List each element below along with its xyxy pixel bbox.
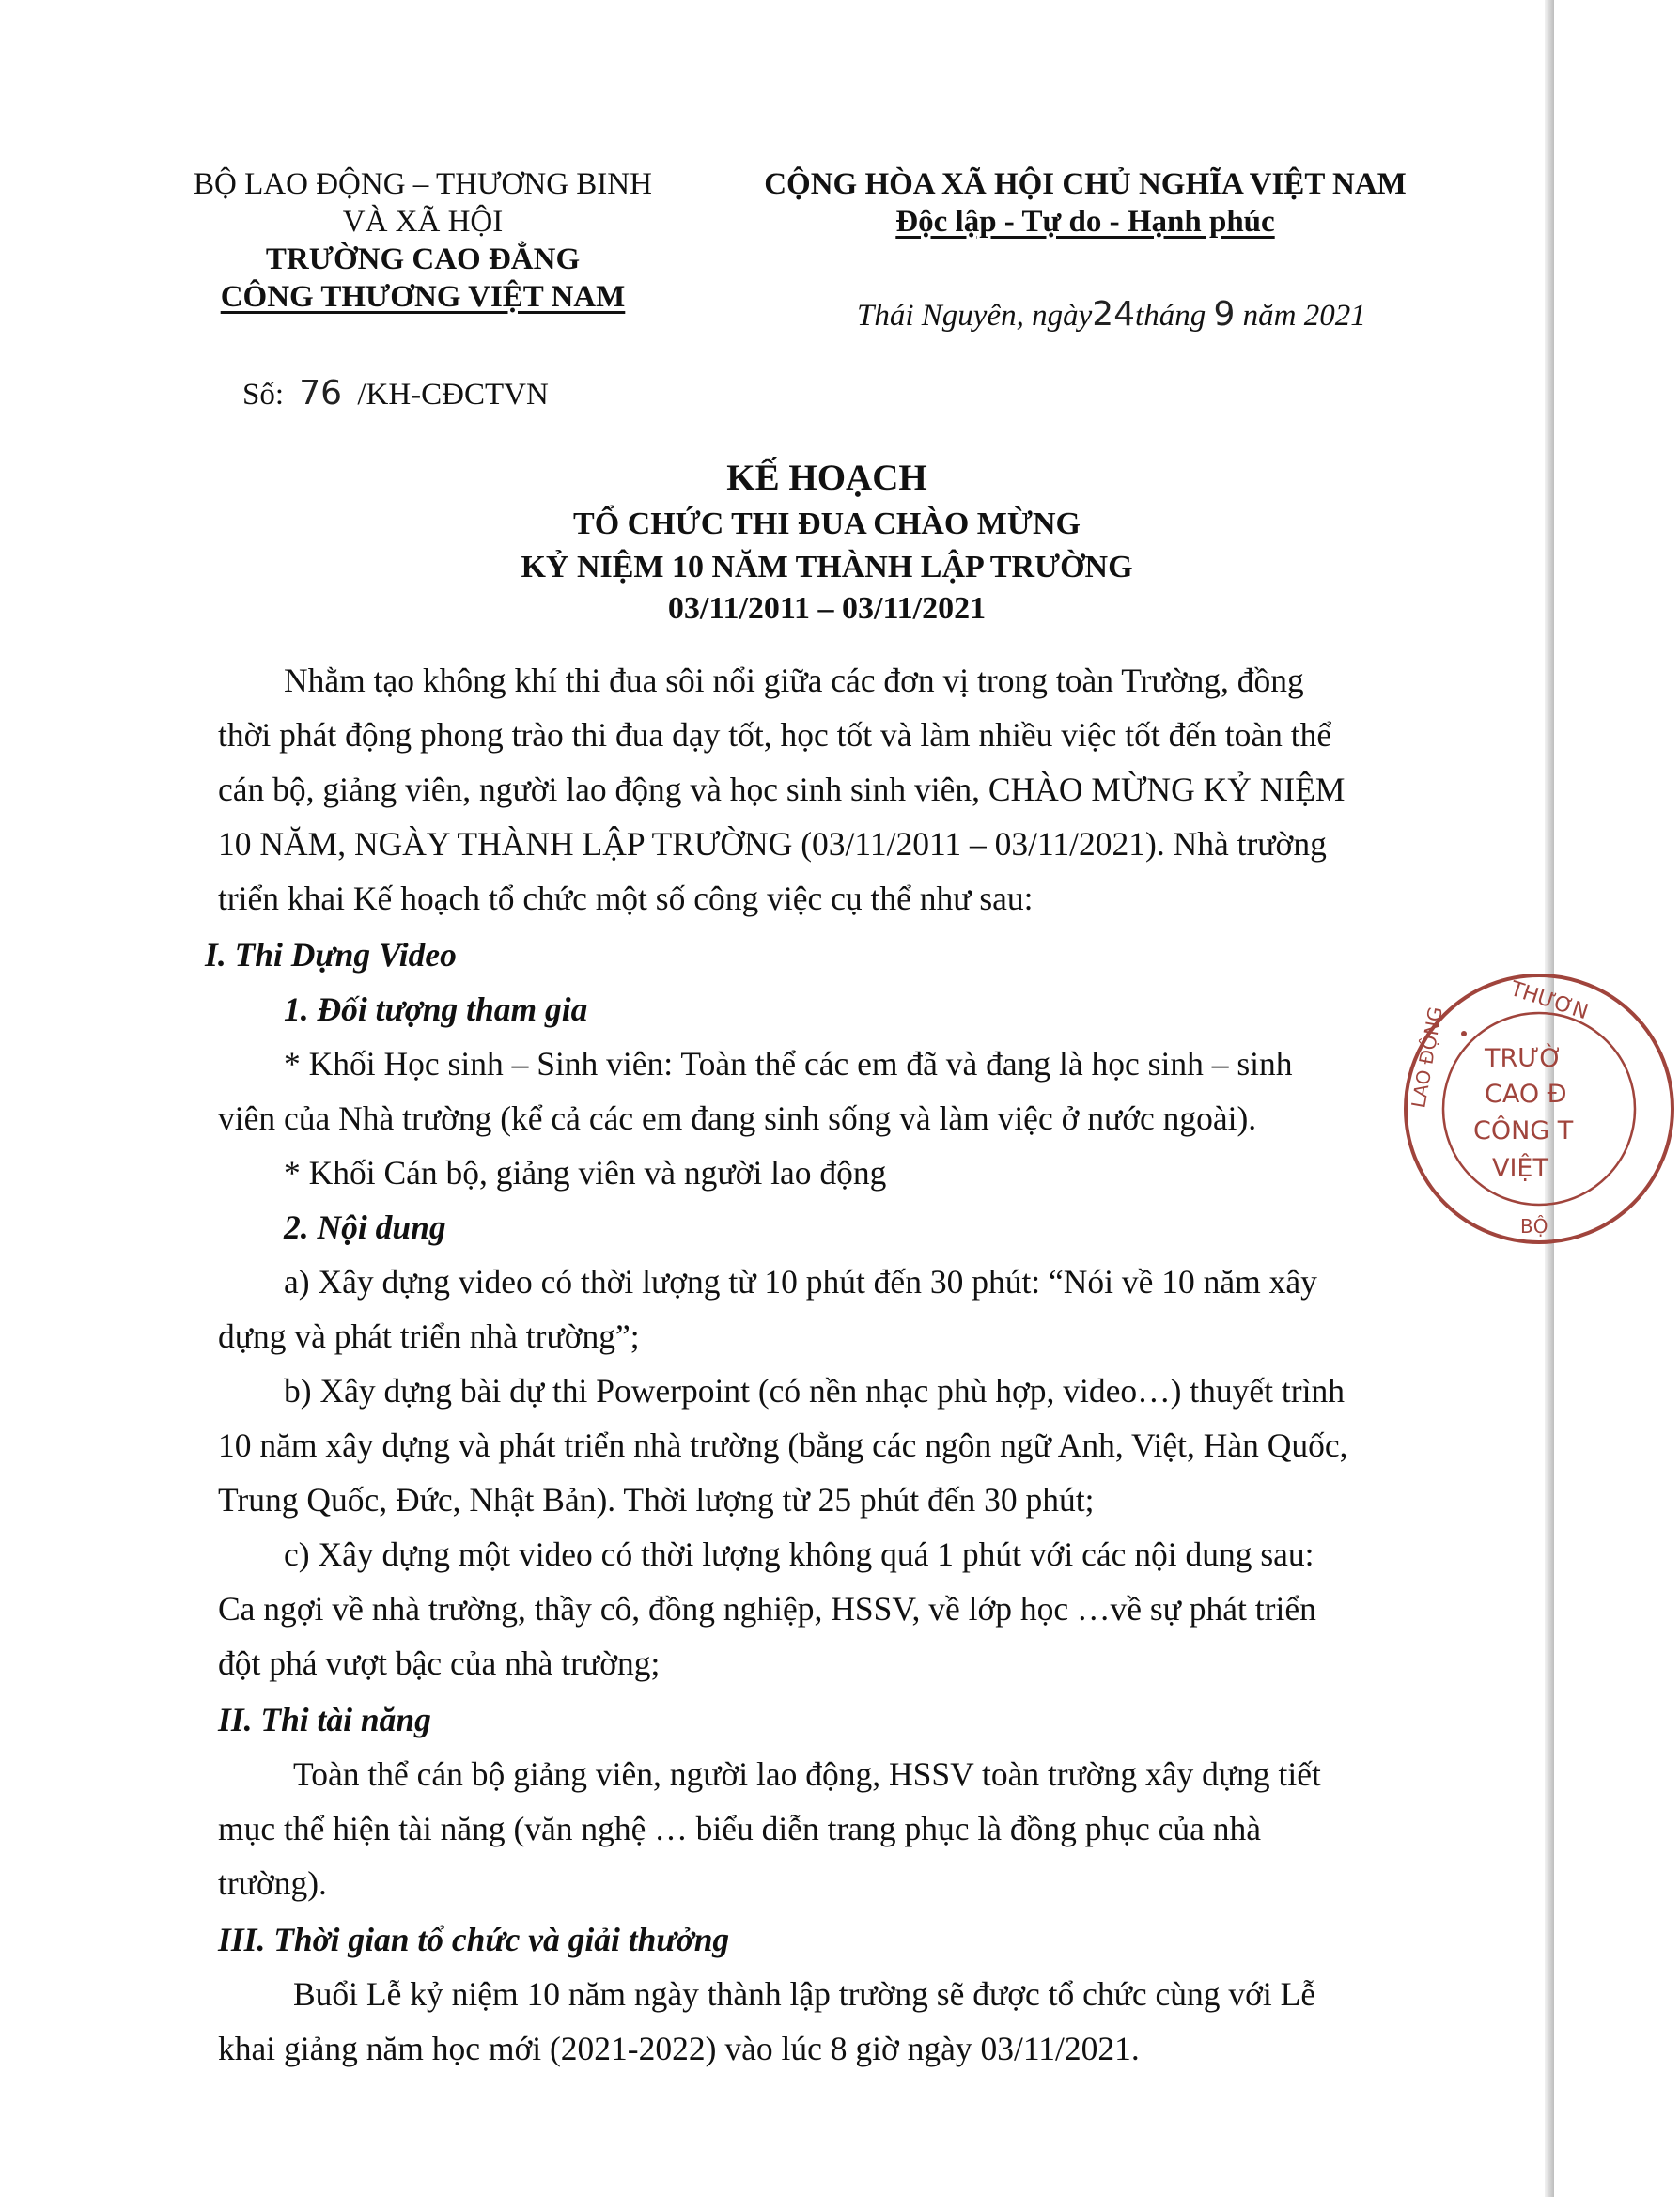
place-date [857, 295, 1366, 334]
section1-sub1: 1. Đối tượng tham gia [284, 990, 588, 1028]
section2-heading: II. Thi tài năng [218, 1701, 431, 1738]
seal-inner-line4: VIỆT [1492, 1154, 1548, 1183]
section3-line1: Buổi Lễ kỷ niệm 10 năm ngày thành lập trường sẽ được tổ chức cùng với Lễ [293, 1975, 1316, 2013]
place-date-prefix: Thái Nguyên, ngày [857, 299, 1093, 333]
title-line2: TỔ CHỨC THI ĐUA CHÀO MỪNG [573, 506, 1081, 541]
section3-heading: III. Thời gian tổ chức và giải thưởng [218, 1921, 730, 1958]
handwritten-day: 24 [1092, 295, 1136, 334]
section1-a-line2: dựng và phát triển nhà trường”; [218, 1317, 640, 1355]
doc-no-label: Số: [242, 378, 285, 412]
intro-line4: 10 NĂM, NGÀY THÀNH LẬP TRƯỜNG (03/11/2011 – 03/11/2021). Nhà trường [218, 825, 1327, 863]
doc-code: /KH-CĐCTVN [357, 378, 549, 412]
motto: Độc lập - Tự do - Hạnh phúc [895, 205, 1275, 239]
intro-line2: thời phát động phong trào thi đua dạy tốt, học tốt và làm nhiều việc tốt đến toàn thể [218, 716, 1332, 754]
intro-line5: triển khai Kế hoạch tổ chức một số công việc cụ thể như sau: [218, 880, 1034, 917]
section2-line2: mục thể hiện tài năng (văn nghệ … biểu diễn trang phục là đồng phục của nhà [218, 1810, 1262, 1847]
section1-p2: * Khối Cán bộ, giảng viên và người lao động [284, 1154, 887, 1192]
section1-c-line1: c) Xây dựng một video có thời lượng không quá 1 phút với các nội dung sau: [284, 1535, 1314, 1573]
section1-heading: I. Thi Dựng Video [205, 936, 457, 974]
doc-number [242, 374, 549, 413]
nation-block [695, 165, 1475, 241]
title-line4: 03/11/2011 – 03/11/2021 [667, 591, 987, 626]
seal-inner-line2: CAO Đ [1485, 1080, 1567, 1109]
title-block [216, 455, 1438, 630]
section2-line1: Toàn thể cán bộ giảng viên, người lao động, HSSV toàn trường xây dựng tiết [293, 1755, 1321, 1793]
intro-line3: cán bộ, giảng viên, người lao động và học sinh sinh viên, CHÀO MỪNG KỶ NIỆM [218, 771, 1346, 808]
seal-text-top: THƯƠN [1507, 977, 1592, 1025]
seal-text-left: LAO ĐỘNG [1407, 1005, 1447, 1110]
section1-b-line2: 10 năm xây dựng và phát triển nhà trường (bằng các ngôn ngữ Anh, Việt, Hàn Quốc, [218, 1426, 1348, 1464]
section1-b-line1: b) Xây dựng bài dự thi Powerpoint (có nền nhạc phù hợp, video…) thuyết trình [284, 1372, 1345, 1410]
ministry-name [179, 165, 667, 316]
ministry-line1: BỘ LAO ĐỘNG – THƯƠNG BINH [194, 167, 652, 201]
section2-line3: trường). [218, 1864, 327, 1902]
school-line1: TRƯỜNG CAO ĐẲNG [265, 242, 581, 276]
section1-p1-line1: * Khối Học sinh – Sinh viên: Toàn thể các em đã và đang là học sinh – sinh [284, 1045, 1293, 1083]
title-line3: KỶ NIỆM 10 NĂM THÀNH LẬP TRƯỜNG [521, 550, 1133, 584]
section1-c-line2: Ca ngợi về nhà trường, thầy cô, đồng nghiệp, HSSV, về lớp học …về sự phát triển [218, 1590, 1316, 1628]
section1-p1-line2: viên của Nhà trường (kể cả các em đang sinh sống và làm việc ở nước ngoài). [218, 1099, 1257, 1137]
section1-b-line3: Trung Quốc, Đức, Nhật Bản). Thời lượng từ 25 phút đến 30 phút; [218, 1481, 1095, 1519]
intro-line1: Nhằm tạo không khí thi đua sôi nổi giữa các đơn vị trong toàn Trường, đồng [284, 662, 1304, 699]
section3-line2: khai giảng năm học mới (2021-2022) vào lúc 8 giờ ngày 03/11/2021. [218, 2030, 1140, 2067]
handwritten-month: 9 [1213, 295, 1236, 334]
seal-inner-line1: TRƯỜ [1485, 1044, 1563, 1073]
official-seal [1398, 968, 1680, 1250]
handwritten-doc-no: 76 [299, 374, 343, 413]
ministry-line2: VÀ XÃ HỘI [342, 205, 504, 239]
month-label: tháng [1135, 299, 1206, 333]
seal-inner-line3: CÔNG T [1473, 1116, 1574, 1145]
section1-sub2: 2. Nội dung [284, 1208, 446, 1246]
section1-a-line1: a) Xây dựng video có thời lượng từ 10 phút đến 30 phút: “Nói về 10 năm xây [284, 1263, 1317, 1301]
section1-c-line3: đột phá vượt bậc của nhà trường; [218, 1644, 661, 1682]
school-line2: CÔNG THƯƠNG VIỆT NAM [220, 280, 626, 314]
year-label: năm 2021 [1242, 299, 1366, 333]
seal-text-bottom: BỘ [1520, 1215, 1548, 1238]
title-main: KẾ HOẠCH [726, 458, 927, 498]
nation-title: CỘNG HÒA XÃ HỘI CHỦ NGHĨA VIỆT NAM [764, 167, 1407, 201]
